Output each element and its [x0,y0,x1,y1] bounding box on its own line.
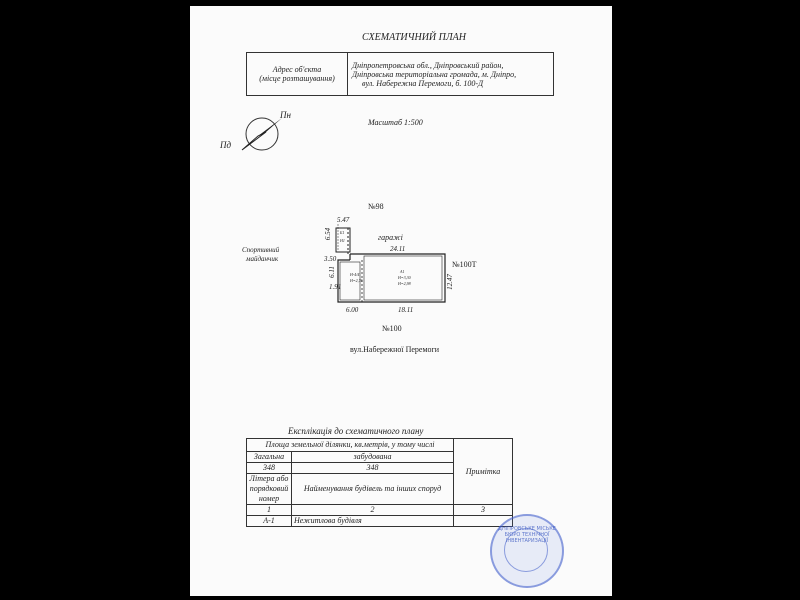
num-col-1: 1 [247,505,292,516]
built-value: 348 [366,463,379,472]
room-label-small-b: Н1 [340,238,345,243]
num-col-2: 2 [292,505,454,516]
area-header-cell [247,439,454,452]
letter-column-header [247,474,292,505]
dim-mid-left: 3.50 [324,255,337,263]
dim-left-main: 6.11 [327,266,336,278]
notes-header-cell [454,439,513,505]
total-label: Загальна [253,452,285,461]
row-letter: А-1 [247,516,292,527]
room-label-left-b: Н=2,76 [350,278,363,283]
address-line-1: Дніпропетровська обл., Дніпровський район, [352,60,504,70]
built-label-cell [292,452,454,463]
letter-header-line-3: номер [258,494,280,503]
letter-header-line-1: Літера або [249,474,289,483]
official-stamp [490,514,564,588]
address-line-2: Дніпровська територіальна громада, м. Дніпро, [352,69,517,79]
address-label-cell [247,53,348,96]
dim-left-small: 6.54 [324,227,333,241]
dim-left-lower: 1.91 [329,283,342,291]
address-label-sub: (місце розташування) [259,74,335,83]
street-label: вул.Набережної Перемоги [350,345,440,354]
built-value-cell [292,463,454,474]
room-label-right-a: А1 [400,269,405,274]
total-value: 348 [263,463,275,472]
dim-top-small: 5.47 [337,216,350,224]
page-title: СХЕМАТИЧНИЙ ПЛАН [362,32,466,43]
garages-label: гаражі [378,233,403,242]
total-value-cell [247,463,292,474]
dim-right: 12.47 [445,274,454,290]
name-column-header [292,474,454,505]
built-label: забудована [353,452,392,461]
room-label-right-b: Н=3,30 [398,275,411,280]
name-header: Найменування будівель та інших споруд [303,484,442,493]
num-col-3: 3 [454,505,513,516]
letter-header-line-2: порядковий [249,484,289,493]
dim-bottom-left: 6.00 [346,306,359,314]
sports-ground-label-2: майданчик [246,255,279,263]
compass-north-label: Пн [280,110,291,120]
room-label-left-a: Н-4/4 [350,272,360,277]
stamp-text: ДНІПРОВСЬКЕ МІСЬКЕ БЮРО ТЕХНІЧНОЇ ІНВЕНТАРИЗАЦІЇ [498,526,556,544]
explication-title: Експлікація до схематичного плану [288,426,424,436]
compass-west-label: Пд [220,140,232,150]
scale-label: Масштаб 1:500 [368,118,423,127]
room-label-right-c: Н=2,98 [398,281,411,286]
neighbor-east-label: №100Т [452,260,477,269]
address-label: Адрес об'єкта [272,65,322,74]
dim-bottom-right: 18.11 [398,306,414,314]
room-label-small-a: Б1 [340,230,345,235]
sports-ground-label-1: Спортивний [242,246,280,254]
row-name: Нежитлова будівля [292,516,454,527]
explication-table [246,438,513,527]
address-line-3: вул. Набережна Перемоги, б. 100-Д [362,78,484,88]
neighbor-south-label: №100 [382,324,402,333]
document-page [190,6,612,596]
neighbor-north-label: №98 [368,202,384,211]
address-value-cell [348,53,554,96]
notes-header: Примітка [465,466,501,476]
total-label-cell [247,452,292,463]
address-table [246,52,554,96]
dim-top-main: 24.11 [390,245,406,253]
area-header: Площа земельної ділянки, кв.метрів, у тому числі [265,440,435,449]
